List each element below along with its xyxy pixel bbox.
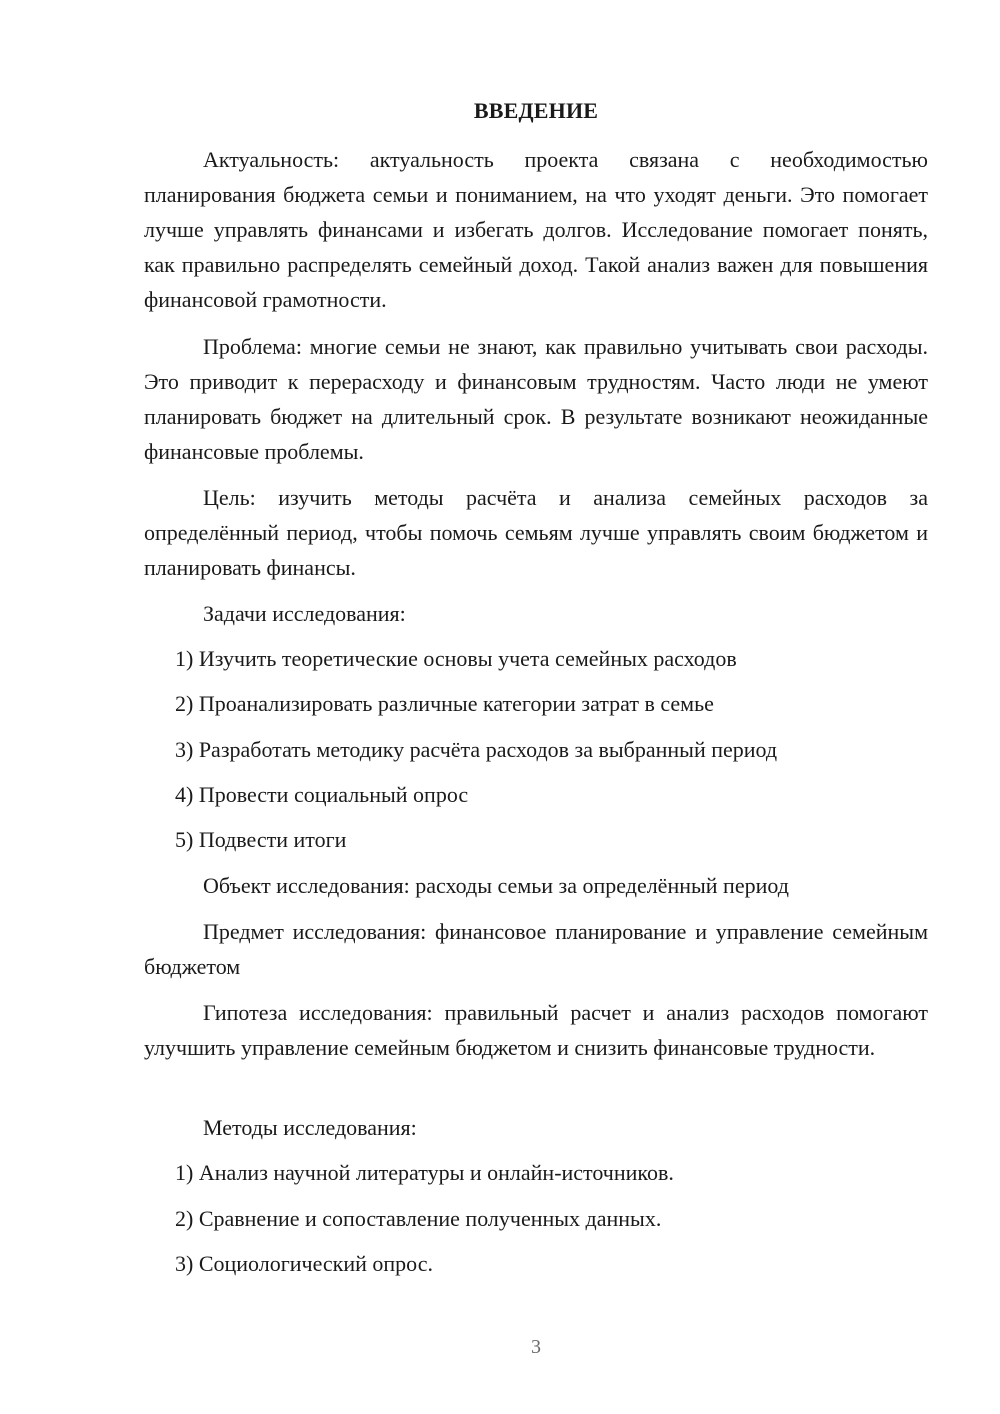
- section-title: ВВЕДЕНИЕ: [473, 98, 599, 123]
- method-item: 3) Социологический опрос.: [175, 1251, 433, 1276]
- method-item: 1) Анализ научной литературы и онлайн-источников.: [175, 1160, 674, 1185]
- task-item: 3) Разработать методику расчёта расходов за выбранный период: [175, 737, 778, 762]
- relevance-paragraph: Актуальность: актуальность проекта связана с необходимостью планирования бюджета семьи и пониманием, на что уходят деньги. Это помогает лучше управлять финансами и избегать долгов. Исследование помогает понять, как правильно распределять семейный доход. Такой анализ важен для повышения финансовой грамотности.: [144, 147, 928, 312]
- task-item: 2) Проанализировать различные категории затрат в семье: [175, 691, 714, 716]
- hypothesis-paragraph: Гипотеза исследования: правильный расчет и анализ расходов помогают улучшить управление семейным бюджетом и снизить финансовые трудности.: [144, 1000, 928, 1060]
- tasks-heading: Задачи исследования:: [203, 601, 406, 626]
- task-item: 1) Изучить теоретические основы учета семейных расходов: [175, 646, 737, 671]
- object-line: Объект исследования: расходы семьи за определённый период: [203, 873, 789, 898]
- task-item: 5) Подвести итоги: [175, 827, 347, 852]
- subject-paragraph: Предмет исследования: финансовое планирование и управление семейным бюджетом: [144, 919, 928, 979]
- method-item: 2) Сравнение и сопоставление полученных данных.: [175, 1206, 662, 1231]
- problem-paragraph: Проблема: многие семьи не знают, как правильно учитывать свои расходы. Это приводит к перерасходу и финансовым трудностям. Часто люди не умеют планировать бюджет на длительный срок. В результате возникают неожиданные финансовые проблемы.: [144, 334, 928, 464]
- task-item: 4) Провести социальный опрос: [175, 782, 469, 807]
- page-number: 3: [531, 1336, 541, 1358]
- goal-paragraph: Цель: изучить методы расчёта и анализа семейных расходов за определённый период, чтобы помочь семьям лучше управлять своим бюджетом и планировать финансы.: [144, 485, 928, 580]
- methods-heading: Методы исследования:: [203, 1115, 417, 1140]
